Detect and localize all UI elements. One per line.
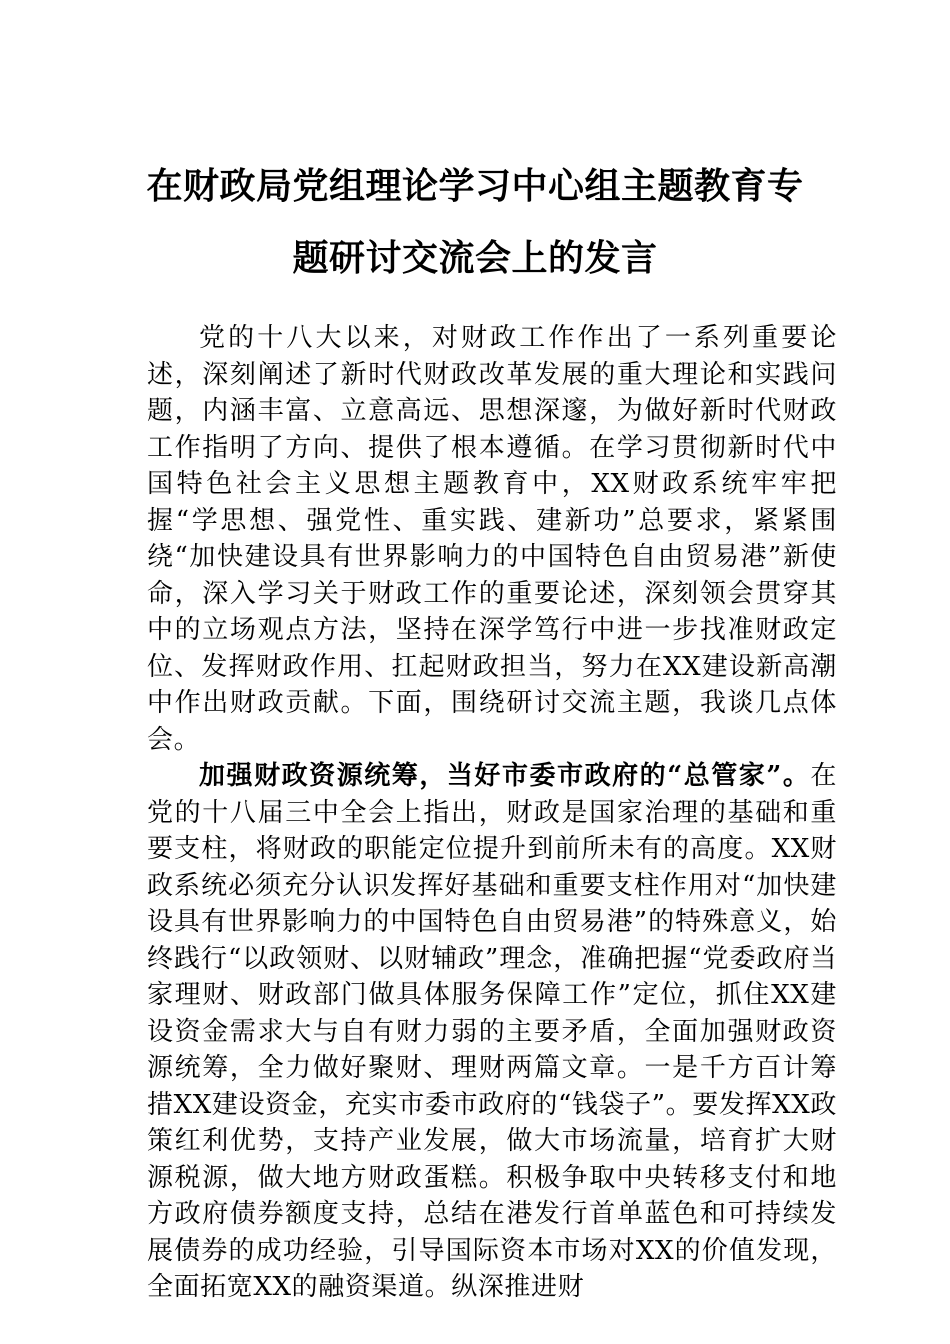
paragraph-text: 在党的十八届三中全会上指出，财政是国家治理的基础和重要支柱，将财政的职能定位提升到前所未有的高度。XX财政系统必须充分认识发挥好基础和重要支柱作用对“加快建设具有世界影响力的中国特色自由贸易港”的特殊意义，始终践行“以政领财、以财辅政”理念，准确把握“党委政府当家理财、财政部门做具体服务保障工作”定位，抓住XX建设资金需求大与自有财力弱的主要矛盾，全面加强财政资源统筹，全力做好聚财、理财两篇文章。一是千方百计筹措XX建设资金，充实市委市政府的“钱袋子”。要发挥XX政策红利优势，支持产业发展，做大市场流量，培育扩大财源税源，做大地方财政蛋糕。积极争取中央转移支付和地方政府债券额度支持，总结在港发行首单蓝色和可持续发展债券的成功经验，引导国际资本市场对XX的价值发现，全面拓宽XX的融资渠道。纵深推进财: [147, 761, 837, 1302]
document-body: [147, 320, 837, 1306]
paragraph-intro: [147, 320, 837, 758]
document-title: [120, 150, 830, 294]
title-line-1: 在财政局党组理论学习中心组主题教育专: [146, 165, 804, 207]
paragraph-text: 党的十八大以来，对财政工作作出了一系列重要论述，深刻阐述了新时代财政改革发展的重大理论和实践问题，内涵丰富、立意高远、思想深邃，为做好新时代财政工作指明了方向、提供了根本遵循。在学习贯彻新时代中国特色社会主义思想主题教育中，XX财政系统牢牢把握“学思想、强党性、重实践、建新功”总要求，紧紧围绕“加快建设具有世界影响力的中国特色自由贸易港”新使命，深入学习关于财政工作的重要论述，深刻领会贯穿其中的立场观点方法，坚持在深学笃行中进一步找准财政定位、发挥财政作用、扛起财政担当，努力在XX建设新高潮中作出财政贡献。下面，围绕研讨交流主题，我谈几点体会。: [147, 323, 837, 755]
paragraph-finance-coordination: [147, 758, 837, 1306]
paragraph-heading: 加强财政资源统筹，当好市委市政府的“总管家”。: [199, 761, 811, 791]
title-line-2: 题研讨交流会上的发言: [292, 237, 658, 279]
